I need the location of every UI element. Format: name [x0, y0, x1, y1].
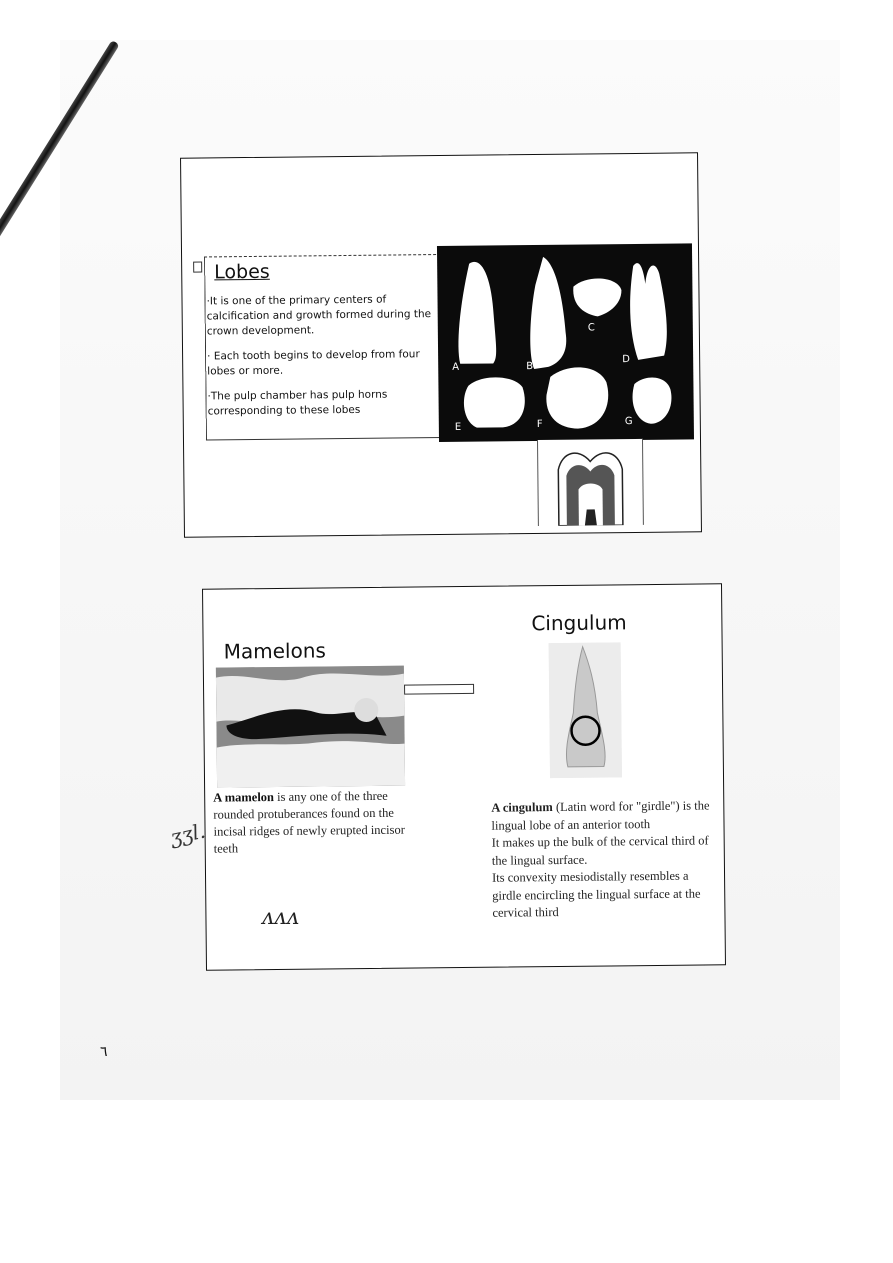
connector-bar [404, 684, 474, 695]
mamelon-definition [213, 788, 414, 858]
figure-label-c: C [587, 322, 595, 334]
cingulum-line-2: It makes up the bulk of the cervical third of the lingual surface. [491, 833, 709, 868]
bullet-item: ·The pulp chamber has pulp horns corresponding to these lobes [207, 388, 388, 418]
page-number: ٦ [100, 1044, 108, 1060]
handwritten-mark: ʒʒl. [167, 818, 208, 850]
tooth-b-shape [529, 257, 566, 369]
handwritten-mark: ᴧᴧᴧ [262, 905, 300, 930]
bullet-item: · Each tooth begins to develop from four lobes or more. [207, 348, 420, 378]
cingulum-line-1 [491, 797, 719, 834]
cingulum-title: Cingulum [531, 610, 627, 636]
cingulum-term: A cingulum [491, 800, 553, 815]
figure-label-a: A [452, 361, 460, 373]
tooth-a-shape [458, 262, 497, 364]
mamelons-title: Mamelons [223, 638, 326, 664]
bullet-list [206, 292, 447, 430]
figure-label-f: F [536, 418, 543, 431]
cingulum-definition-text: (Latin word for "girdle") is the lingual lobe of an anterior tooth [491, 798, 710, 833]
figure-label-e: E [454, 421, 462, 433]
figure-label-d: D [622, 354, 630, 366]
tooth-g-shape [632, 377, 671, 424]
cingulum-definition [491, 797, 720, 922]
figure-label-b: B [526, 361, 534, 373]
mamelon-term: A mamelon [213, 789, 275, 805]
tooth-e-shape [464, 377, 525, 428]
bullet-item: ·It is one of the primary centers of calcification and growth formed during the crown development. [206, 293, 432, 338]
mamelon-photo [216, 666, 405, 788]
tooth-lobes-figure [437, 243, 694, 442]
cingulum-line-3: Its convexity mesiodistally resembles a girdle encircling the lingual surface at the cervical third [491, 868, 701, 920]
mamelon-definition-text: is any one of the three rounded protuberances found on the incisal ridges of newly erupted incisor teeth [213, 788, 405, 856]
tooth-c-shape [573, 278, 622, 316]
cingulum-photo [549, 642, 622, 778]
tooth-section-figure [537, 439, 644, 526]
text-box-handle [193, 261, 202, 272]
tooth-f-shape [546, 367, 609, 429]
tooth-d-shape [630, 263, 667, 360]
figure-label-g: G [624, 415, 633, 428]
slide-lobes [180, 152, 702, 537]
slide-title: Lobes [214, 260, 270, 284]
